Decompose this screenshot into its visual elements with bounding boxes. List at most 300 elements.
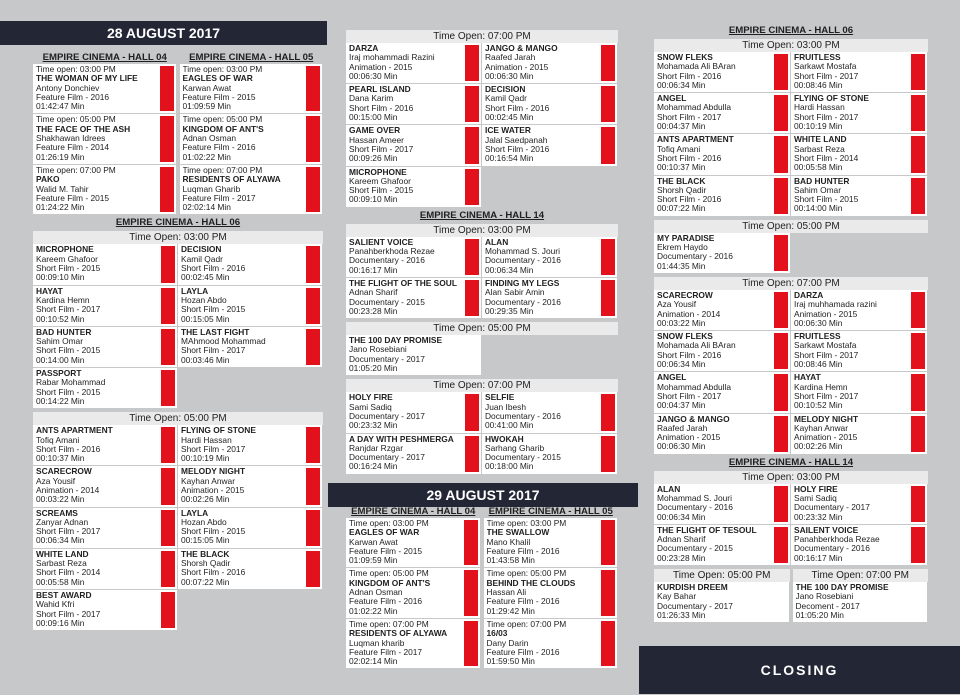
- film-listing: [346, 619, 481, 669]
- film-info: Feature Film - 2016: [36, 92, 110, 102]
- film-title: A DAY WITH PESHMERGA: [349, 434, 454, 444]
- film-listing: [654, 52, 791, 93]
- film-listing: [178, 508, 323, 549]
- film-info: 00:23:32 Min: [349, 421, 398, 431]
- film-title: HAYAT: [794, 373, 821, 383]
- film-listing: [33, 590, 178, 631]
- film-info: Feature Film - 2014: [36, 143, 110, 153]
- film-title: MELODY NIGHT: [794, 414, 859, 424]
- film-info: 01:26:33 Min: [657, 610, 706, 620]
- film-info: Short Film - 2015: [349, 186, 414, 196]
- film-listing: [791, 176, 928, 217]
- film-list: [346, 518, 481, 669]
- empty-slot: [791, 233, 928, 274]
- film-info: Kamil Qadr: [181, 254, 223, 264]
- film-listing: [654, 176, 791, 217]
- film-listing: [346, 167, 482, 208]
- film-listing: [484, 568, 619, 618]
- film-list: [654, 582, 790, 623]
- film-info: Hassan Ameer: [349, 135, 404, 145]
- film-info: 00:06:30 Min: [657, 442, 706, 452]
- film-title: BAD HUNTER: [794, 176, 850, 186]
- film-listing: [482, 278, 618, 319]
- time-open-row: Time Open: 03:00 PM: [654, 471, 928, 484]
- film-info: Short Film - 2015: [36, 346, 101, 356]
- film-title: THE 100 DAY PROMISE: [349, 336, 443, 346]
- time-slot: [793, 566, 929, 623]
- film-info: Animation - 2015: [657, 433, 721, 443]
- film-info: 00:14:00 Min: [794, 204, 843, 214]
- film-listing: [791, 414, 928, 455]
- film-info: Kayhan Anwar: [181, 476, 236, 486]
- film-listing: [33, 425, 178, 466]
- film-info: Time open: 05:00 PM: [36, 115, 116, 125]
- film-info: Shorsh Qadir: [181, 559, 231, 569]
- film-info: Documentary - 2015: [485, 453, 561, 463]
- film-info: 00:09:26 Min: [349, 154, 398, 164]
- film-grid: [346, 43, 618, 208]
- film-title: ICE WATER: [485, 126, 531, 136]
- film-listing: [346, 392, 482, 433]
- film-title: MY PARADISE: [657, 233, 715, 243]
- film-info: Hardi Hassan: [181, 435, 232, 445]
- time-open-row: Time Open: 05:00 PM: [33, 412, 323, 425]
- film-title: ANGEL: [657, 373, 687, 383]
- film-info: Documentary - 2016: [349, 256, 425, 266]
- film-listing: [654, 93, 791, 134]
- film-info: Short Film - 2016: [349, 103, 414, 113]
- film-listing: [178, 327, 323, 368]
- film-info: Documentary - 2016: [794, 544, 870, 554]
- film-info: Kardina Hemn: [794, 382, 848, 392]
- film-info: Kay Bahar: [657, 592, 697, 602]
- film-info: 00:23:28 Min: [657, 553, 706, 563]
- film-info: Time open: 07:00 PM: [36, 165, 116, 175]
- film-info: Documentary - 2016: [485, 411, 561, 421]
- film-title: RESIDENTS OF ALYAWA: [182, 175, 281, 185]
- film-info: Iraj mohammadi Razini: [349, 53, 435, 63]
- film-title: BEST AWARD: [36, 590, 92, 600]
- film-info: Short Film - 2015: [36, 264, 101, 274]
- film-info: Sarhang Gharib: [485, 443, 545, 453]
- film-title: EAGLES OF WAR: [182, 74, 253, 84]
- film-info: Juan Ibesh: [485, 402, 526, 412]
- film-info: 00:08:46 Min: [794, 80, 843, 90]
- film-listing: [482, 84, 618, 125]
- film-listing: [346, 518, 481, 568]
- film-listing: [482, 237, 618, 278]
- film-info: Short Film - 2014: [36, 568, 101, 578]
- hall-column: [33, 50, 177, 215]
- film-info: Time open: 05:00 PM: [349, 569, 429, 579]
- film-title: SCREAMS: [36, 508, 78, 518]
- film-info: 00:23:32 Min: [794, 512, 843, 522]
- film-info: Short Film - 2016: [181, 568, 246, 578]
- film-info: Karwan Awat: [349, 537, 398, 547]
- film-info: Adnan Osman: [349, 588, 403, 598]
- film-info: 00:06:30 Min: [349, 71, 398, 81]
- hall-pair: [346, 504, 618, 669]
- film-info: Short Film - 2016: [657, 350, 722, 360]
- film-listing: [33, 508, 178, 549]
- film-info: Short Film - 2015: [181, 527, 246, 537]
- film-title: RESIDENTS OF ALYAWA: [349, 629, 448, 639]
- time-open-row: Time Open: 03:00 PM: [33, 231, 323, 244]
- film-grid: [346, 392, 618, 474]
- film-info: Wahid Kfri: [36, 600, 75, 610]
- film-listing: [791, 134, 928, 175]
- film-info: Documentary - 2016: [485, 297, 561, 307]
- film-listing: [791, 525, 928, 566]
- film-info: 00:14:22 Min: [36, 396, 85, 406]
- schedule-column-2-bottom: [346, 504, 618, 669]
- film-listing: [482, 392, 618, 433]
- film-info: 01:43:58 Min: [486, 556, 535, 566]
- film-listing: [180, 114, 324, 164]
- film-info: Animation - 2015: [485, 62, 549, 72]
- film-info: 00:05:58 Min: [36, 577, 85, 587]
- film-info: Raafed Jarah: [657, 423, 708, 433]
- film-listing: [178, 425, 323, 466]
- film-info: Hozan Abdo: [181, 295, 227, 305]
- hall-title: EMPIRE CINEMA - HALL 05: [488, 506, 613, 517]
- film-title: KURDISH DREEM: [657, 583, 728, 593]
- film-title: GAME OVER: [349, 126, 401, 136]
- film-listing: [33, 549, 178, 590]
- hall-column: [484, 504, 619, 669]
- film-info: 00:16:24 Min: [349, 462, 398, 472]
- day-header-28: [0, 21, 327, 45]
- film-info: Hozan Abdo: [181, 517, 227, 527]
- film-info: Time open: 07:00 PM: [349, 619, 429, 629]
- film-info: Karwan Awat: [182, 83, 232, 93]
- empty-slot: [482, 167, 618, 208]
- film-info: Documentary - 2016: [657, 503, 733, 513]
- film-title: JANGO & MANGO: [657, 414, 730, 424]
- hall-title: EMPIRE CINEMA - HALL 04: [42, 52, 167, 63]
- film-title: SCARECROW: [36, 467, 92, 477]
- film-info: 01:09:59 Min: [182, 102, 231, 112]
- film-listing: [482, 125, 618, 166]
- time-open-row: Time Open: 05:00 PM: [346, 322, 618, 335]
- film-listing: [33, 165, 177, 215]
- film-title: ALAN: [657, 484, 681, 494]
- film-grid: [654, 233, 928, 274]
- film-title: ANTS APARTMENT: [36, 426, 113, 436]
- film-info: Animation - 2014: [657, 309, 721, 319]
- film-title: MICROPHONE: [349, 167, 407, 177]
- film-listing: [654, 582, 790, 623]
- film-info: Adnan Sharif: [657, 535, 706, 545]
- time-open-row: Time Open: 03:00 PM: [654, 39, 928, 52]
- film-info: Animation - 2015: [181, 485, 245, 495]
- film-listing: [178, 244, 323, 285]
- schedule-column-2-top: [346, 27, 618, 475]
- film-info: Kamil Qadr: [485, 94, 527, 104]
- film-title: THE BLACK: [657, 176, 706, 186]
- film-listing: [33, 64, 177, 114]
- schedule-column-1: [33, 50, 323, 631]
- film-listing: [33, 368, 178, 409]
- film-info: Ranjdar Rzgar: [349, 443, 403, 453]
- film-title: THE SWALLOW: [486, 528, 550, 538]
- film-info: 00:15:05 Min: [181, 536, 230, 546]
- film-info: 00:23:28 Min: [349, 306, 398, 316]
- film-info: 00:16:54 Min: [485, 154, 534, 164]
- film-info: 00:10:37 Min: [36, 454, 85, 464]
- film-info: 00:04:37 Min: [657, 122, 706, 132]
- film-grid: [33, 244, 323, 409]
- film-info: Feature Film - 2016: [182, 143, 256, 153]
- film-info: Shakhawan Idrees: [36, 134, 106, 144]
- film-info: Sami Sadiq: [794, 493, 837, 503]
- film-info: Short Film - 2016: [657, 71, 722, 81]
- film-info: 02:02:14 Min: [349, 657, 398, 667]
- film-info: Shorsh Qadir: [657, 185, 707, 195]
- film-info: 01:02:22 Min: [349, 606, 398, 616]
- film-info: Kareem Ghafoor: [36, 254, 98, 264]
- film-info: 01:44:35 Min: [657, 261, 706, 271]
- hall-column: [180, 50, 324, 215]
- film-info: 00:15:05 Min: [181, 314, 230, 324]
- film-listing: [654, 414, 791, 455]
- film-info: Antony Donchiev: [36, 83, 100, 93]
- hall-title: EMPIRE CINEMA - HALL 14: [728, 456, 854, 468]
- film-info: 00:03:22 Min: [657, 318, 706, 328]
- film-info: Short Film - 2016: [181, 264, 246, 274]
- film-info: Mohamada Ali BAran: [657, 62, 736, 72]
- film-title: MELODY NIGHT: [181, 467, 246, 477]
- film-title: EAGLES OF WAR: [349, 528, 420, 538]
- film-info: 00:06:30 Min: [794, 318, 843, 328]
- film-title: FLYING OF STONE: [181, 426, 256, 436]
- film-info: 00:10:52 Min: [36, 314, 85, 324]
- film-info: Feature Film - 2017: [182, 193, 256, 203]
- film-title: MICROPHONE: [36, 245, 94, 255]
- film-title: ALAN: [485, 237, 509, 247]
- film-listing: [346, 84, 482, 125]
- film-listing: [178, 286, 323, 327]
- film-title: HWOKAH: [485, 434, 524, 444]
- film-info: 00:10:19 Min: [794, 122, 843, 132]
- film-listing: [484, 518, 619, 568]
- film-info: Jalal Saedpanah: [485, 135, 548, 145]
- film-info: Luqman kharib: [349, 638, 405, 648]
- film-info: 01:05:20 Min: [795, 610, 844, 620]
- film-info: Animation - 2015: [794, 433, 858, 443]
- film-grid: [654, 484, 928, 566]
- film-listing: [33, 466, 178, 507]
- film-info: MAhmood Mohammad: [181, 337, 266, 347]
- film-info: Mano Khalil: [486, 537, 531, 547]
- film-info: 00:06:34 Min: [36, 536, 85, 546]
- film-title: THE FLIGHT OF THE SOUL: [349, 278, 457, 288]
- film-info: Time open: 05:00 PM: [182, 115, 263, 125]
- film-listing: [346, 434, 482, 475]
- film-info: Feature Film - 2017: [349, 647, 423, 657]
- film-info: Time open: 03:00 PM: [36, 65, 116, 74]
- empty-slot: [482, 335, 618, 376]
- film-info: Adnan Sharif: [349, 288, 398, 298]
- time-open-row: Time Open: 03:00 PM: [346, 224, 618, 237]
- film-info: Documentary - 2016: [485, 256, 561, 266]
- film-listing: [654, 233, 791, 274]
- film-info: Short Film - 2017: [36, 305, 101, 315]
- film-info: Short Film - 2015: [36, 387, 101, 397]
- film-title: SCARECROW: [657, 290, 713, 300]
- film-info: Animation - 2015: [349, 62, 413, 72]
- film-grid: [33, 425, 323, 631]
- film-listing: [178, 466, 323, 507]
- hall-title: EMPIRE CINEMA - HALL 14: [419, 209, 545, 221]
- film-info: 00:16:17 Min: [349, 265, 398, 275]
- film-listing: [482, 434, 618, 475]
- film-title: HAYAT: [36, 286, 63, 296]
- film-info: Decoment - 2017: [795, 601, 860, 611]
- time-open-row: Time Open: 07:00 PM: [793, 569, 929, 582]
- film-info: Hardi Hassan: [794, 103, 845, 113]
- film-info: Short Film - 2017: [181, 346, 246, 356]
- film-info: Short Film - 2017: [794, 71, 859, 81]
- film-title: SALIENT VOICE: [349, 237, 414, 247]
- film-info: 00:03:22 Min: [36, 495, 85, 505]
- film-info: Kayhan Anwar: [794, 423, 849, 433]
- film-info: 00:03:46 Min: [181, 355, 230, 365]
- film-listing: [654, 134, 791, 175]
- film-info: 00:07:22 Min: [657, 204, 706, 214]
- film-list: [484, 518, 619, 669]
- film-info: Time open: 03:00 PM: [349, 519, 429, 528]
- film-listing: [33, 244, 178, 285]
- film-info: Short Film - 2015: [181, 305, 246, 315]
- film-info: Documentary - 2017: [657, 601, 733, 611]
- film-info: Time open: 05:00 PM: [486, 569, 567, 579]
- film-list: [793, 582, 929, 623]
- film-info: Raafed Jarah: [485, 53, 536, 63]
- film-info: 01:26:19 Min: [36, 152, 85, 162]
- film-info: Feature Film - 2016: [486, 647, 560, 657]
- film-list: [33, 64, 177, 215]
- film-title: PAKO: [36, 175, 60, 185]
- film-grid: [346, 237, 618, 319]
- film-listing: [654, 484, 791, 525]
- film-info: Documentary - 2015: [657, 544, 733, 554]
- film-info: Dana Karim: [349, 94, 394, 104]
- film-info: Kardina Hemn: [36, 295, 90, 305]
- hall-title: EMPIRE CINEMA - HALL 06: [115, 217, 241, 229]
- film-info: Sami Sadiq: [349, 402, 392, 412]
- film-info: Feature Film - 2016: [486, 597, 560, 607]
- film-list: [180, 64, 324, 215]
- film-listing: [180, 64, 324, 114]
- film-info: 00:09:16 Min: [36, 618, 85, 628]
- film-title: FLYING OF STONE: [794, 94, 869, 104]
- film-title: BAD HUNTER: [36, 327, 92, 337]
- film-listing: [791, 484, 928, 525]
- film-info: Mohamada Ali BAran: [657, 341, 736, 351]
- film-info: 00:02:26 Min: [181, 495, 230, 505]
- film-info: 02:02:14 Min: [182, 203, 231, 213]
- film-info: Mohammad Abdulla: [657, 103, 732, 113]
- film-title: HOLY FIRE: [794, 484, 838, 494]
- film-info: 01:59:50 Min: [486, 657, 535, 667]
- film-title: DECISION: [485, 85, 526, 95]
- film-info: 01:09:59 Min: [349, 556, 398, 566]
- film-info: Mohammad Abdulla: [657, 382, 732, 392]
- film-info: 00:06:34 Min: [657, 360, 706, 370]
- film-title: SELFIE: [485, 393, 515, 403]
- film-info: Documentary - 2016: [657, 252, 733, 262]
- film-title: PEARL ISLAND: [349, 85, 411, 95]
- film-title: KINGDOM OF ANT'S: [349, 578, 431, 588]
- film-info: Time open: 07:00 PM: [486, 619, 567, 629]
- film-listing: [346, 568, 481, 618]
- film-info: Dany Darin: [486, 638, 529, 648]
- film-info: Hassan Ali: [486, 588, 527, 598]
- film-info: Sahim Omar: [794, 185, 842, 195]
- film-info: 00:06:34 Min: [657, 80, 706, 90]
- film-title: JANGO & MANGO: [485, 44, 558, 53]
- film-info: Short Film - 2016: [485, 144, 550, 154]
- film-info: 01:29:42 Min: [486, 606, 535, 616]
- film-info: 00:06:34 Min: [657, 512, 706, 522]
- film-title: SAILENT VOICE: [794, 525, 859, 535]
- film-title: SNOW FLEKS: [657, 332, 713, 342]
- film-info: Feature Film - 2016: [486, 546, 560, 556]
- film-info: Sahim Omar: [36, 337, 84, 347]
- film-info: Panahberkhoda Rezae: [349, 247, 435, 257]
- film-info: Documentary - 2017: [349, 354, 425, 364]
- film-listing: [346, 237, 482, 278]
- film-info: 00:10:52 Min: [794, 401, 843, 411]
- film-info: Short Film - 2014: [794, 153, 859, 163]
- film-info: 00:06:30 Min: [485, 71, 534, 81]
- film-info: Sarkawt Mostafa: [794, 341, 857, 351]
- film-info: 00:14:00 Min: [36, 355, 85, 365]
- film-info: 01:24:22 Min: [36, 203, 85, 213]
- time-slot: [654, 566, 790, 623]
- film-title: FRUITLESS: [794, 53, 841, 62]
- film-title: KINGDOM OF ANT'S: [182, 124, 264, 134]
- film-listing: [791, 93, 928, 134]
- film-title: THE FLIGHT OF TESOUL: [657, 525, 757, 535]
- schedule-column-3: [654, 23, 928, 623]
- time-open-row: Time Open: 07:00 PM: [346, 379, 618, 392]
- film-info: Short Film - 2017: [657, 391, 722, 401]
- film-info: 00:06:34 Min: [485, 265, 534, 275]
- film-title: DARZA: [349, 44, 379, 53]
- film-info: 00:10:19 Min: [181, 454, 230, 464]
- film-info: Iraj muhhamada razini: [794, 300, 877, 310]
- film-info: 00:04:37 Min: [657, 401, 706, 411]
- film-info: Sarkawt Mostafa: [794, 62, 857, 72]
- film-info: 01:42:47 Min: [36, 102, 85, 112]
- film-info: 00:10:37 Min: [657, 163, 706, 173]
- film-title: 16/03: [486, 629, 508, 639]
- hall-title: EMPIRE CINEMA - HALL 06: [728, 25, 854, 36]
- film-info: Short Film - 2016: [36, 444, 101, 454]
- hall-title: EMPIRE CINEMA - HALL 05: [189, 52, 314, 63]
- film-listing: [654, 525, 791, 566]
- film-info: Time open: 03:00 PM: [182, 65, 263, 74]
- hall-title: EMPIRE CINEMA - HALL 04: [351, 506, 476, 517]
- empty-slot: [178, 368, 323, 409]
- film-info: 00:41:00 Min: [485, 421, 534, 431]
- film-listing: [791, 290, 928, 331]
- film-info: 00:15:00 Min: [349, 113, 398, 123]
- hall-pair: [33, 50, 323, 215]
- film-info: 01:02:22 Min: [182, 152, 231, 162]
